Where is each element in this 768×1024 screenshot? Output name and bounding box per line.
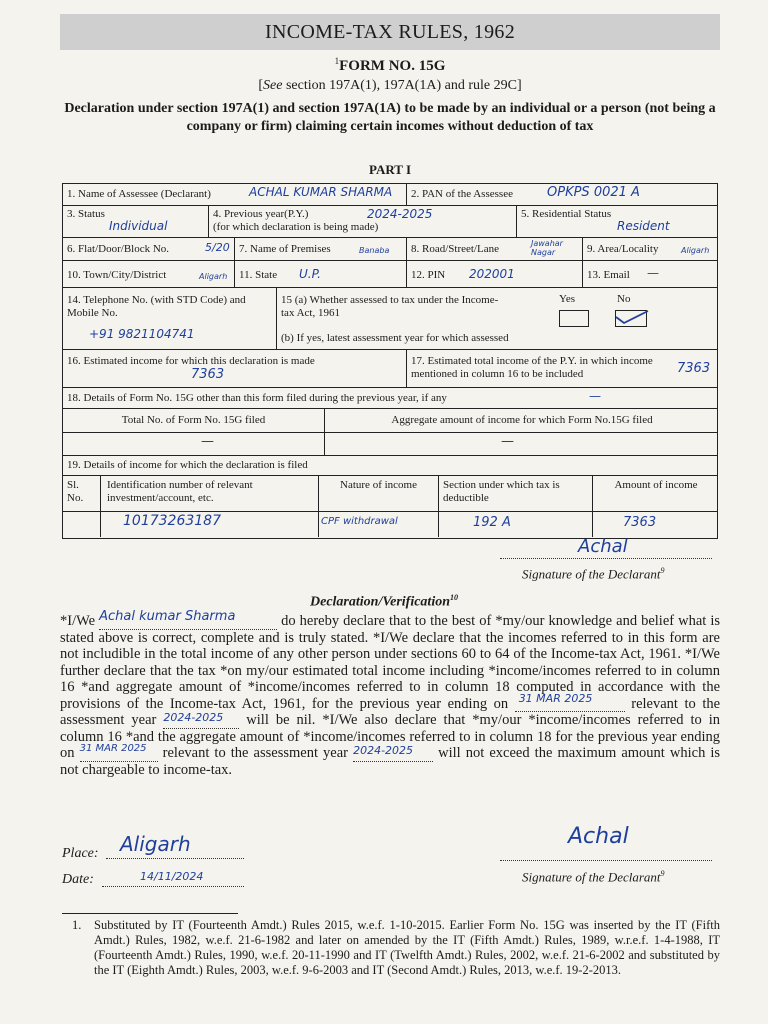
declarant-name-value: Achal kumar Sharma [99,608,236,624]
road-value: Jawahar Nagar [531,239,563,257]
table-row [63,261,717,288]
py-ending-value-2: 31 MAR 2025 [79,742,147,754]
place-label: Place: [62,846,99,861]
table-row [63,409,717,433]
aggregate-15g-value-cell[interactable] [325,433,719,455]
ay-value-1: 2024-2025 [163,710,224,724]
footnote [62,918,720,978]
road-cell[interactable]: 8. Road/Street/Lane Jawahar Nagar [407,238,583,260]
estimated-income-cell[interactable]: 16. Estimated income for which this declaration is made 7363 [63,350,407,387]
sl-no-header: Sl. No. [63,476,101,511]
section-cell[interactable] [439,512,593,537]
form15g-details-dash: — [589,389,601,403]
estimated-income-value: 7363 [191,367,225,382]
footnote-text: Substituted by IT (Fourteenth Amdt.) Rules 2015, w.e.f. 1-10-2015. Earlier Form No. 15G was inserted by the IT (Fifth Amdt.) Rules, 1982, w.e.f. 21-6-1982 and later on amended by the IT (Fifth Amdt.) Rules, 1989, w.r.e.f. 1-4-1988, IT (Fourteenth Amdt.) Rules, 1990, w.e.f. 20-11-1990 and IT (Twelfth Amdt.) Rules, 2002, w.e.f. 21-6-2002 and substituted by the IT (Eighth Amdt.) Rules, 2003, w.e.f. 9-6-2003 and IT (Second Amdt.) Rules, 2013, w.e.f. 19-2-2013. [94,918,720,977]
yes-label: Yes [559,293,576,305]
flat-cell[interactable]: 6. Flat/Door/Block No. 5/20 [63,238,235,260]
pan-cell[interactable]: 2. PAN of the Assessee OPKPS 0021 A [411,185,640,200]
aggregate-15g-header: Aggregate amount of income for which Form No.15G filed [391,414,653,426]
rules-title-band [60,14,720,50]
py-ending-field-1[interactable] [515,692,625,712]
total-15g-header: Total No. of Form No. 15G filed [63,409,325,432]
nature-header: Nature of income [319,476,439,511]
email-cell[interactable]: 13. Email — [587,266,659,281]
py-ending-value-1: 31 MAR 2025 [518,692,593,705]
table-row [63,433,717,456]
status-value: Individual [109,219,168,233]
estimated-total-value: 7363 [677,361,711,376]
signature-line-2[interactable] [500,860,712,861]
py-ending-field-2[interactable] [79,742,158,762]
form-number: $^1$FORM NO. 15G [334,56,446,74]
previous-year-value: 2024-2025 [367,207,433,221]
signature-2: Achal [568,824,629,849]
residential-status-value: Resident [617,219,670,233]
no-checkbox[interactable] [615,310,647,327]
flat-value: 5/20 [205,241,230,254]
ay-field-1[interactable] [163,710,239,729]
amount-header: Amount of income [614,479,698,491]
amount-value: 7363 [623,515,657,530]
tick-mark-icon [612,303,652,325]
part-heading: PART I [368,162,412,177]
table-row [63,350,717,388]
section-value: 192 A [473,515,511,530]
telephone-value: +91 9821104741 [89,327,195,341]
part-one-table [62,183,718,539]
state-cell[interactable]: 11. State U.P. [235,261,407,287]
footnote-rule [62,913,238,914]
name-value: ACHAL KUMAR SHARMA [249,185,393,199]
table-row [63,512,717,537]
table-row [63,206,717,238]
telephone-cell[interactable]: 14. Telephone No. (with STD Code) and Mobile No. +91 9821104741 [63,288,277,349]
signature-caption-2: Signature of the Declarant$^9$ [522,869,665,885]
date-value: 14/11/2024 [140,870,204,883]
signature-1: Achal [578,536,628,557]
declaration-heading: Declaration under section 197A(1) and section 197A(1A) to be made by an individual or a person (not being a company or firm) claiming certain incomes without deduction of tax [64,101,716,134]
table-row [63,288,717,350]
table-row [63,184,717,206]
place-field[interactable] [106,858,244,859]
assessed-cell [277,288,719,349]
assessed-question: 15 (a) Whether assessed to tax under the Income-tax Act, 1961 [281,294,499,319]
footnote-number: 1. [72,918,82,932]
latest-assessment-label: (b) If yes, latest assessment year for which assessed [281,332,509,344]
residential-status-cell[interactable]: 5. Residential Status Resident [521,208,670,233]
table-row [63,476,717,512]
table-row [63,388,717,409]
identification-header: Identification number of relevant investment/account, etc. [101,476,319,511]
estimated-total-cell[interactable]: 17. Estimated total income of the P.Y. in which income mentioned in column 16 to be included 7363 [411,355,711,380]
signature-caption-1: Signature of the Declarant$^9$ [522,566,665,582]
area-cell[interactable]: 9. Area/Locality Aligarh [587,243,710,255]
premises-value: Banaba [359,246,390,255]
table-row [63,238,717,261]
yes-checkbox[interactable] [559,310,589,327]
town-cell[interactable]: 10. Town/City/District Aligarh [63,261,235,287]
email-value: — [647,266,659,280]
total-15g-value-cell[interactable] [63,433,325,455]
state-value: U.P. [299,267,321,281]
pin-value: 202001 [469,267,515,281]
total-15g-value: — [201,434,214,449]
identification-value: 10173263187 [123,513,221,529]
pin-cell[interactable]: 12. PIN 202001 [407,261,583,287]
declaration-body: *I/We Achal kumar Sharma do hereby declare that to the best of *my/our knowledge and belief what is stated above is correct, complete and is truly stated. *I/We declare that the incomes referred to in this form are not includible in the total income of any other person under sections 60 to 64 of the Income-tax Act, 1961. *I/We further declare that the tax *on my/our estimated total income including *income/incomes referred to in column 16 *and aggregate amount of *income/incomes referred to in column 18 computed in accordance with the provisions of the Income-tax Act, 1961, for the previous year ending on 31 MAR 2025 relevant to the assessment year 2024-2025 will be nil. *I/We also declare that *my/our *income/incomes referred to in column 16 *and the aggregate amount of *income/incomes referred to in column 18 for the previous year ending on 31 MAR 2025 relevant to the assessment year 2024-2025 will not exceed the maximum amount which is not chargeable to income-tax. [60,608,721,778]
form15g-details-heading: 18. Details of Form No. 15G other than this form filed during the previous year, if any — [67,389,601,404]
pan-value: OPKPS 0021 A [547,185,640,200]
sl-no-cell[interactable] [63,512,101,537]
place-value: Aligarh [120,832,191,856]
previous-year-cell[interactable]: 4. Previous year(P.Y.) (for which declaration is being made) 2024-2025 [209,206,517,237]
aggregate-15g-value: — [501,434,514,449]
see-section-line: [See section 197A(1), 197A(1A) and rule 29C] [258,78,522,93]
declaration-title: Declaration/Verification$^{10}$ [310,593,458,610]
identification-cell[interactable] [101,512,319,537]
amount-cell[interactable] [593,512,719,537]
ay-value-2: 2024-2025 [353,743,414,757]
declarant-name-field[interactable] [99,608,277,630]
town-value: Aligarh [199,272,228,281]
table-row [63,456,717,476]
name-cell[interactable]: 1. Name of Assessee (Declarant) ACHAL KUMAR SHARMA [63,184,407,205]
no-label: No [617,293,631,305]
section-header: Section under which tax is deductible [439,476,593,511]
ay-field-2[interactable] [353,743,433,762]
nature-cell[interactable] [319,512,439,537]
status-cell[interactable]: 3. Status Individual [63,206,209,237]
date-field[interactable] [102,886,244,887]
premises-cell[interactable]: 7. Name of Premises Banaba [235,238,407,260]
date-label: Date: [62,872,94,887]
nature-value: CPF withdrawal [321,516,398,527]
signature-line-1[interactable] [500,558,712,559]
rules-title: INCOME-TAX RULES, 1962 [265,20,515,43]
area-value: Aligarh [681,246,710,255]
income-details-heading: 19. Details of income for which the declaration is filed [67,459,308,471]
